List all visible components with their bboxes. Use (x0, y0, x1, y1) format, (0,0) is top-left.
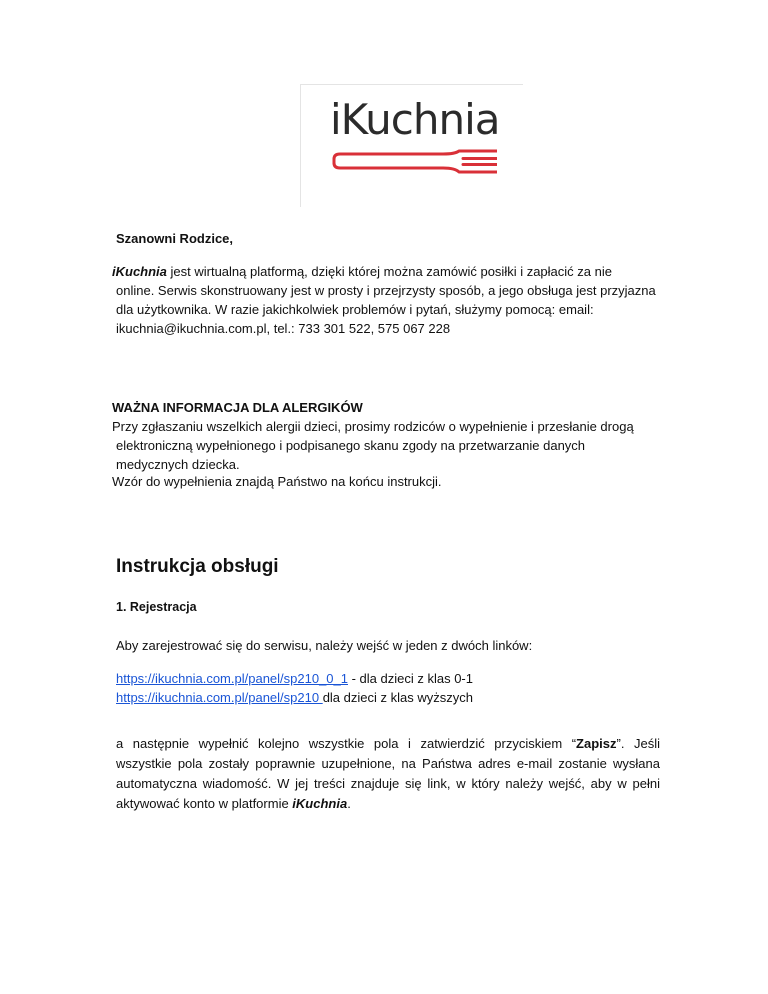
save-label: Zapisz (576, 736, 617, 751)
para-line-4 (116, 794, 660, 814)
manual-title: Instrukcja obsługi (116, 556, 279, 577)
greeting: Szanowni Rodzice, (116, 231, 234, 246)
allergy-line-2: elektroniczną wypełnionego i podpisanego skanu zgody na przetwarzanie danych (116, 438, 586, 453)
para-line-4-text: aktywować konto w platformie (116, 796, 293, 811)
para-line-1-text: a następnie wypełnić kolejno wszystkie pola i zatwierdzić przyciskiem “ (116, 736, 577, 751)
link-row-1 (116, 669, 473, 688)
para-line-1 (116, 734, 660, 754)
allergy-line-4: Wzór do wypełnienia znajdą Państwo na końcu instrukcji. (112, 474, 442, 489)
para-brand: iKuchnia (292, 796, 348, 811)
para-line-1-end: ”. Jeśli (616, 736, 660, 751)
intro-line-3: dla użytkownika. W razie jakichkolwiek problemów i pytań, służymy pomocą: email: (116, 302, 594, 317)
logo-wordmark: iKuchnia (330, 95, 500, 144)
link-row-2 (116, 688, 473, 707)
intro-line-1 (112, 262, 612, 281)
fork-icon (331, 149, 497, 175)
link-classes-0-1[interactable]: https://ikuchnia.com.pl/panel/sp210_0_1 (116, 671, 348, 686)
link-1-note: - dla dzieci z klas 0-1 (348, 671, 473, 686)
intro-line-1-text: jest wirtualną platformą, dzięki której można zamówić posiłki i zapłacić za nie (166, 264, 612, 279)
section-registration: 1. Rejestracja (116, 600, 197, 614)
ikuchnia-logo (300, 84, 523, 207)
link-2-note: dla dzieci z klas wyższych (322, 690, 473, 705)
para-line-2: wszystkie pola zostały poprawnie uzupełnione, na Państwa adres e-mail zostanie wysłana (116, 756, 660, 771)
intro-line-4: ikuchnia@ikuchnia.com.pl, tel.: 733 301 522, 575 067 228 (116, 321, 451, 336)
intro-brand: iKuchnia (112, 264, 167, 279)
allergy-heading: WAŻNA INFORMACJA DLA ALERGIKÓW (112, 400, 363, 415)
register-intro: Aby zarejestrować się do serwisu, należy wejść w jeden z dwóch linków: (116, 638, 533, 653)
registration-paragraph (116, 734, 660, 814)
link-higher-classes[interactable]: https://ikuchnia.com.pl/panel/sp210 (116, 690, 323, 705)
allergy-line-1: Przy zgłaszaniu wszelkich alergii dzieci, prosimy rodziców o wypełnienie i przesłanie drogą (112, 419, 634, 434)
intro-line-2: online. Serwis skonstruowany jest w prosty i przejrzysty sposób, a jego obsługa jest przyjazna (116, 283, 656, 298)
para-line-4-end: . (347, 796, 351, 811)
para-line-3: automatyczna wiadomość. W jej treści znajduje się link, w który należy wejść, aby w pełni (116, 776, 660, 791)
allergy-line-3: medycznych dziecka. (116, 457, 240, 472)
